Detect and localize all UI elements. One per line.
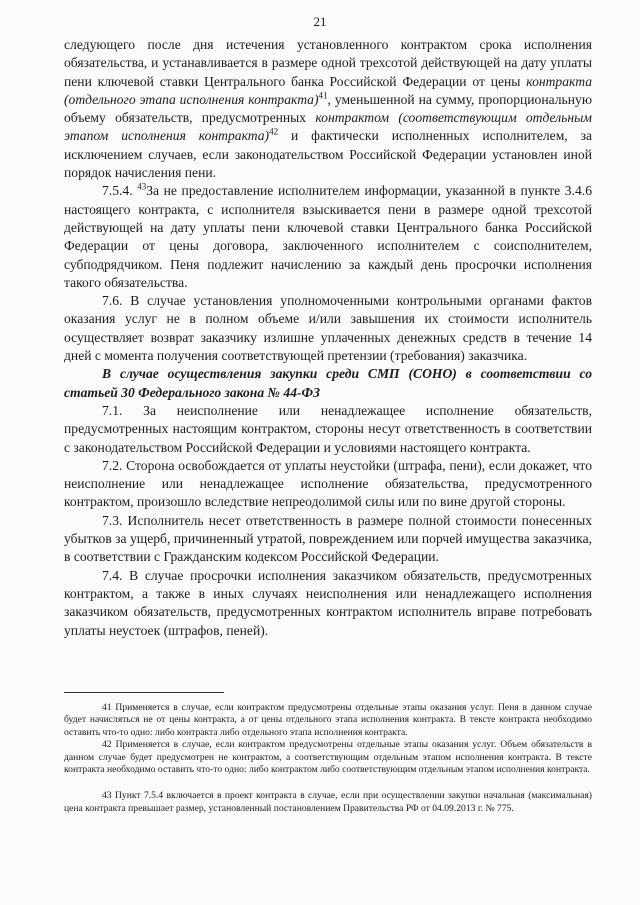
text-run: и фактически исполненных исполнителем, за исключением случаев, если законодательством Российской Федерации установлен иной порядок начисления пени. [64, 128, 592, 181]
footnote-41: 41 Применяется в случае, если контрактом предусмотрены отдельные этапы оказания услуг. Пеня в данном случае будет начисляться не от цены контракта, а от цены отдельного этапа исполнения контракта. В тексте контракта необходимо оставить что-то одно: либо контракта либо отдельного этапа исполнения контракта. [64, 702, 592, 738]
footnote-43: 43 Пункт 7.5.4 включается в проект контракта в случае, если при осуществлении закупки начальная (максимальная) цена контракта превышает размер, установленный постановлением Правительства РФ от 04.09.2013 г. № 775. [64, 790, 592, 814]
clause-number: 7.5.4. [102, 183, 133, 199]
footnote-ref-42[interactable]: 42 [269, 126, 279, 137]
italic-run: контрактом (соответствующим отдельным этапом исполнения контракта) [64, 110, 592, 144]
footnote-42: 42 Применяется в случае, если контрактом предусмотрены отдельные этапы оказания услуг. Объем обязательств в данном случае будет предусмотрен не контрактом, а соответствующим отдельным этапом исполнения контракта. В тексте контракта необходимо оставить что-то одно: либо контрактом либо соответствующим отдельным этапом исполнения контракта. [64, 739, 592, 776]
italic-run: контракта (отдельного этапа исполнения контракта) [64, 73, 592, 107]
paragraph-7-4: 7.4. В случае просрочки исполнения заказчиком обязательств, предусмотренных контрактом, а также в иных случаях неисполнения или ненадлежащего исполнения заказчиком обязательств, предусмотренных контрактом исполнитель вправе потребовать уплаты неустоек (штрафов, пеней). [64, 567, 592, 638]
paragraph-intro [64, 36, 592, 182]
paragraph-7-3: 7.3. Исполнитель несет ответственность в размере полной стоимости понесенных убытков за ущерб, причиненный утратой, повреждением или порчей имущества заказчика, в соответствии с Гражданским кодексом Российской Федерации. [64, 512, 592, 565]
footnote-ref-43[interactable]: 43 [137, 181, 147, 192]
paragraph-7-5-4 [64, 182, 592, 292]
paragraph-7-6: 7.6. В случае установления уполномоченными контрольными органами фактов оказания услуг не в полном объеме и/или завышения их стоимости исполнитель осуществляет возврат заказчику излишне уплаченных денежных средств в течение 14 дней с момента получения соответствующей претензии (требования) заказчика. [64, 293, 592, 364]
footnote-ref-41[interactable]: 41 [318, 90, 328, 101]
page-body [64, 36, 592, 640]
text-run: , уменьшенной на сумму, пропорциональную объему обязательств, предусмотренных [64, 91, 592, 126]
section-subheading: В случае осуществления закупки среди СМП (СОНО) в соответствии со статьей 30 Федерального закона № 44-ФЗ [64, 366, 592, 400]
text-run: следующего после дня истечения установленного контрактом срока исполнения обязательства, и устанавливается в размере одной трехсотой действующей на дату уплаты пени ключевой ставки Центрального банка Российской Федерации от цены [64, 37, 592, 89]
paragraph-7-2: 7.2. Сторона освобождается от уплаты неустойки (штрафа, пени), если докажет, что неисполнение или ненадлежащее исполнение обязательства, предусмотренного контрактом, произошло вследствие непреодолимой силы или по вине другой стороны. [64, 457, 592, 510]
footnotes [64, 702, 592, 815]
clause-text: За не предоставление исполнителем информации, указанной в пункте 3.4.6 настоящего контракта, с исполнителя взыскивается пени в размере одной трехсотой действующей на дату уплаты пени ключевой ставки Центрального банка Российской Федерации от цены договора, заключенного исполнителем с соисполнителем, субподрядчиком. Пеня подлежит начислению за каждый день просрочки исполнения такого обязательства. [64, 183, 592, 290]
footnote-separator [64, 692, 224, 693]
paragraph-7-1: 7.1. За неисполнение или ненадлежащее исполнение обязательств, предусмотренных настоящим контрактом, стороны несут ответственность в соответствии с законодательством Российской Федерации и условиями настоящего контракта. [64, 402, 592, 455]
page-number: 21 [313, 14, 327, 29]
